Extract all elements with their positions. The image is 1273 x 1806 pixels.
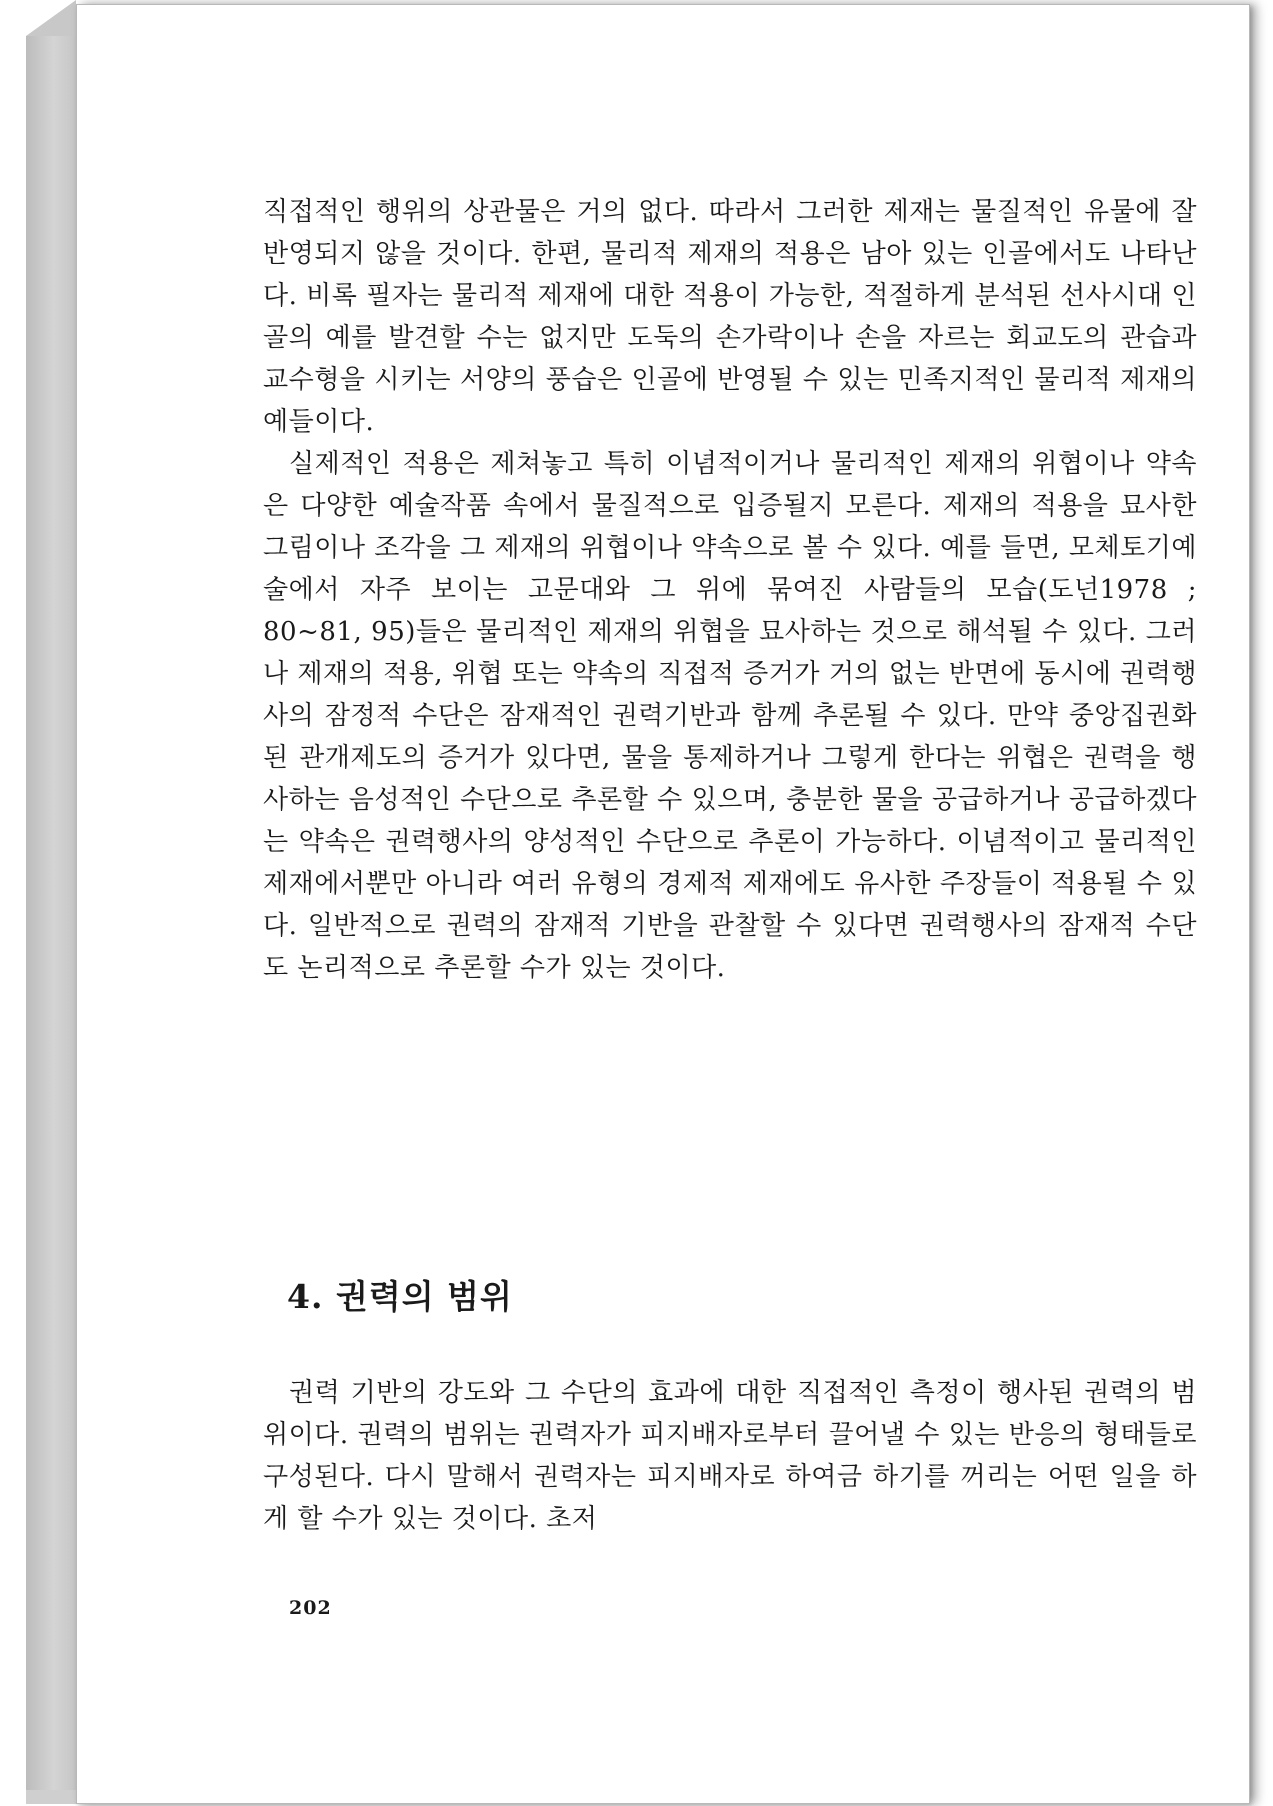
- page-number: 202: [289, 1597, 332, 1619]
- paragraph-scope-of-power: 권력 기반의 강도와 그 수단의 효과에 대한 직접적인 측정이 행사된 권력의 범위이다. 권력의 범위는 권력자가 피지배자로부터 끌어낼 수 있는 반응의 형태들로 구성된다. 다시 말해서 권력자는 피지배자로 하여금 하기를 꺼리는 어떤 일을 하게 할 수가 있는 것이다. 초저: [263, 1378, 1197, 1534]
- book-page: [76, 4, 1250, 1804]
- paragraph-sanctions-evidence: 실제적인 적용은 제쳐놓고 특히 이념적이거나 물리적인 제재의 위협이나 약속은 다양한 예술작품 속에서 물질적으로 입증될지 모른다. 제재의 적용을 묘사한 그림이나 조각을 그 제재의 위협이나 약속으로 볼 수 있다. 예를 들면, 모체토기예술에서 자주 보이는 고문대와 그 위에 묶여진 사람들의 모습(도넌1978 ; 80~81, 95)들은 물리적인 제재의 위협을 묘사하는 것으로 해석될 수 있다. 그러나 제재의 적용, 위협 또는 약속의 직접적 증거가 거의 없는 반면에 동시에 권력행사의 잠정적 수단은 잠재적인 권력기반과 함께 추론될 수 있다. 만약 중앙집권화된 관개제도의 증거가 있다면, 물을 통제하거나 그렇게 한다는 위협은 권력을 행사하는 음성적인 수단으로 추론할 수 있으며, 충분한 물을 공급하거나 공급하겠다는 약속은 권력행사의 양성적인 수단으로 추론이 가능하다. 이념적이고 물리적인 제재에서뿐만 아니라 여러 유형의 경제적 제재에도 유사한 주장들이 적용될 수 있다. 일반적으로 권력의 잠재적 기반을 관찰할 수 있다면 권력행사의 잠재적 수단도 논리적으로 추론할 수가 있는 것이다.: [263, 449, 1198, 983]
- paragraph-continuation: 직접적인 행위의 상관물은 거의 없다. 따라서 그러한 제재는 물질적인 유물에 잘 반영되지 않을 것이다. 한편, 물리적 제재의 적용은 남아 있는 인골에서도 나타난다. 비록 필자는 물리적 제재에 대한 적용이 가능한, 적절하게 분석된 선사시대 인골의 예를 발견할 수는 없지만 도둑의 손가락이나 손을 자르는 회교도의 관습과 교수형을 시키는 서양의 풍습은 인골에 반영될 수 있는 민족지적인 물리적 제재의 예들이다.: [263, 197, 1197, 437]
- section-heading: 4. 권력의 범위: [287, 1277, 513, 1316]
- body-text-top: [263, 191, 1197, 989]
- book-spine-top: [26, 0, 76, 36]
- body-text-bottom: [263, 1372, 1197, 1540]
- book-spine: [26, 36, 77, 1802]
